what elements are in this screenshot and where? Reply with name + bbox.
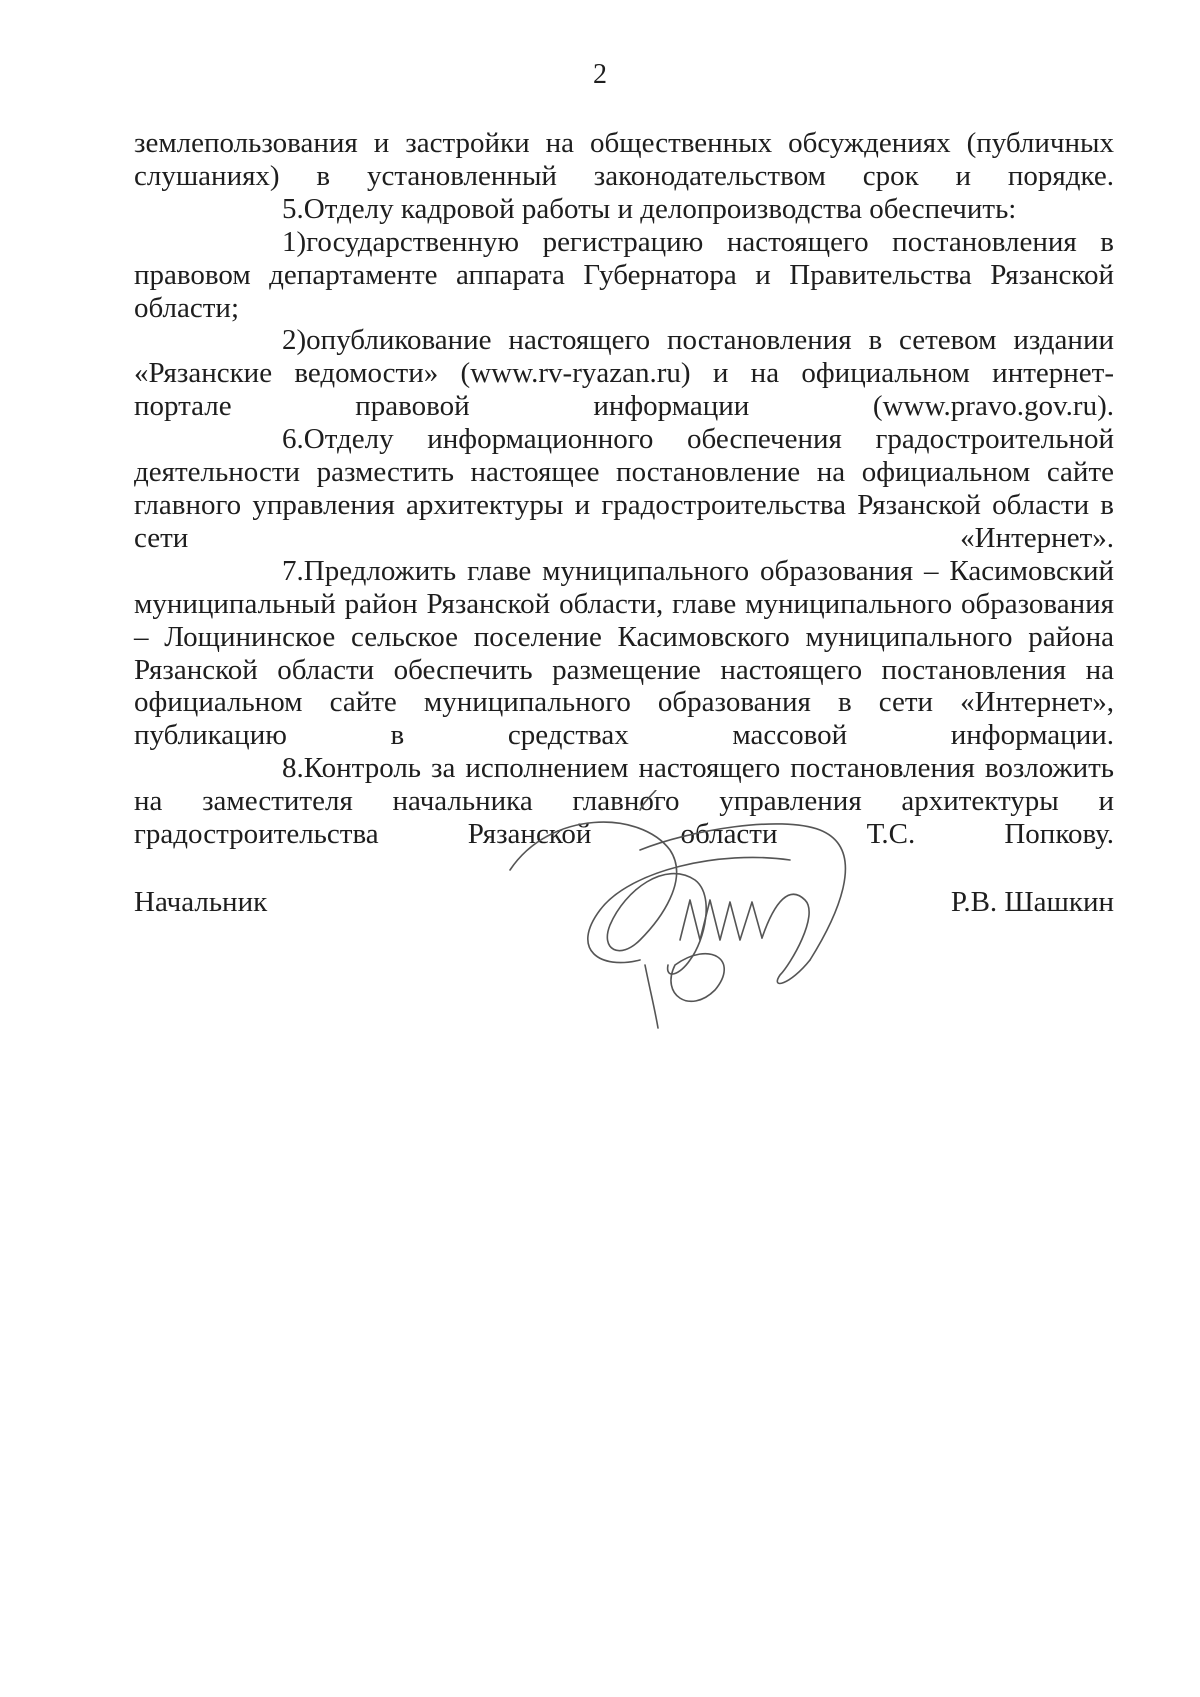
paragraph-number: 1) bbox=[282, 225, 307, 258]
signatory-name: Р.В. Шашкин bbox=[950, 886, 1114, 918]
paragraph-number: 7. bbox=[282, 554, 304, 587]
paragraph-text: Отделу информационного обеспечения градостроительной деятельности разместить настоящее постановление на официальном сайте главного управления архитектуры и градостроительства Рязанской области в сети «Интернет». bbox=[134, 423, 1114, 554]
paragraph-number: 6. bbox=[282, 423, 304, 456]
paragraph-item-7 bbox=[134, 555, 1114, 752]
paragraph-text: опубликование настоящего постановления в сетевом издании «Рязанские ведомости» (www.rv-ryazan.ru) и на официальном интернет-портале правовой информации (www.pravo.gov.ru). bbox=[134, 324, 1114, 423]
page-number: 2 bbox=[593, 59, 607, 90]
signatory-title: Начальник bbox=[134, 886, 268, 918]
paragraph-continuation bbox=[134, 127, 1114, 193]
paragraph-text: Отделу кадровой работы и делопроизводства обеспечить: bbox=[303, 192, 1017, 225]
paragraph-subitem-1 bbox=[134, 226, 1114, 325]
paragraph-number: 2) bbox=[282, 324, 307, 357]
paragraph-number: 8. bbox=[282, 752, 304, 785]
paragraph-item-6 bbox=[134, 423, 1114, 555]
document-body bbox=[134, 127, 1114, 851]
signature-block bbox=[134, 885, 1114, 925]
paragraph-text: Предложить главе муниципального образования – Касимовский муниципальный район Рязанской области, главе муниципального образования – Лощининское сельское поселение Касимовского муниципального района Рязанской области обеспечить размещение настоящего постановления на официальном сайте муниципального образования в сети «Интернет», публикацию в средствах массовой информации. bbox=[134, 554, 1114, 752]
paragraph-item-5 bbox=[134, 193, 1114, 226]
paragraph-subitem-2 bbox=[134, 324, 1114, 423]
paragraph-text: землепользования и застройки на общественных обсуждениях (публичных слушаниях) в установленный законодательством срок и порядке. bbox=[134, 127, 1114, 192]
paragraph-number: 5. bbox=[282, 192, 304, 225]
paragraph-text: государственную регистрацию настоящего постановления в правовом департаменте аппарата Губернатора и Правительства Рязанской области; bbox=[134, 225, 1114, 324]
paragraph-text: Контроль за исполнением настоящего постановления возложить на заместителя начальника главного управления архитектуры и градостроительства Рязанской области Т.С. Попкову. bbox=[134, 752, 1114, 851]
